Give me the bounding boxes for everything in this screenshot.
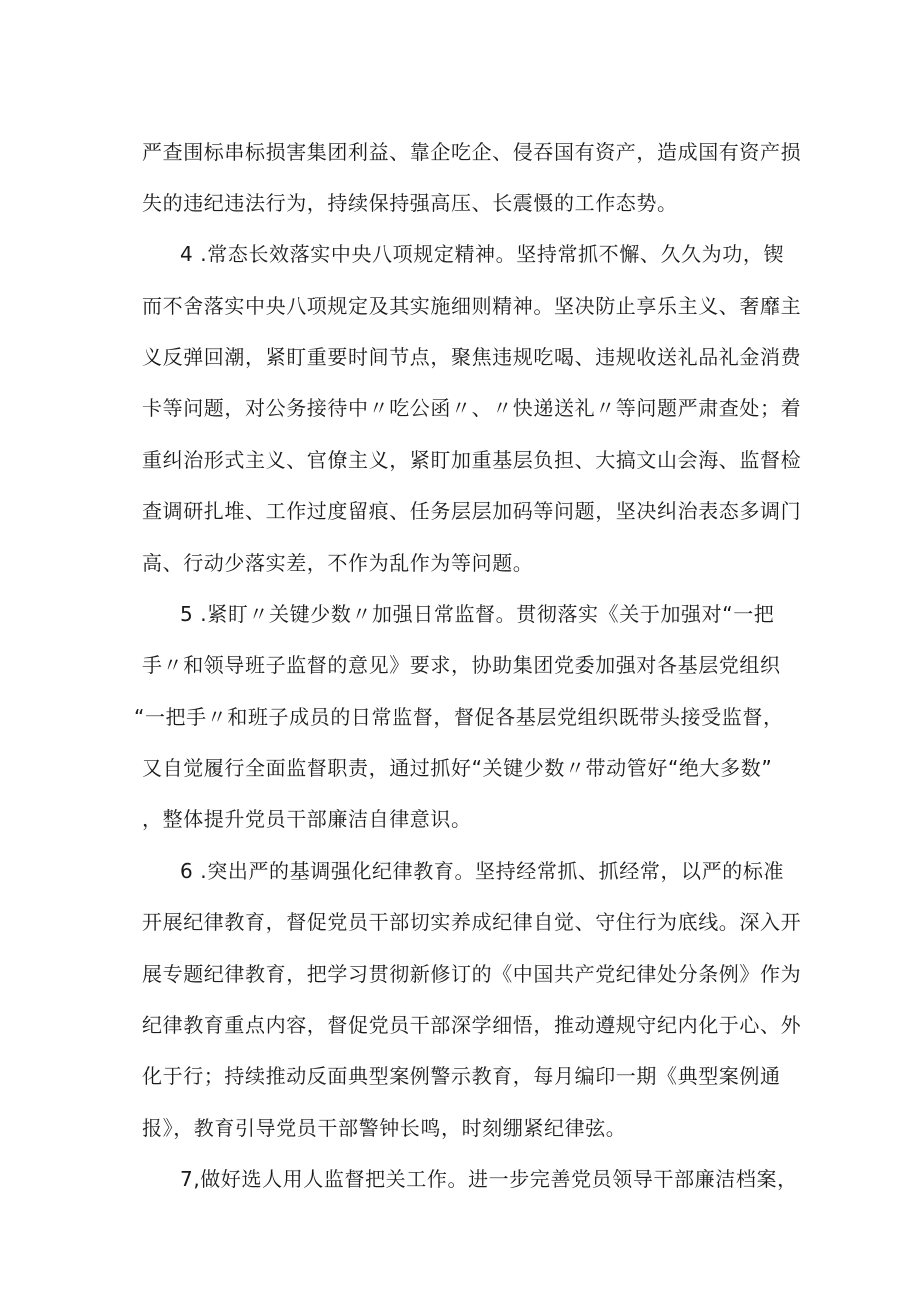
- text-line: 又自觉履行全面监督职责，通过抓好“关键少数〃带动管好“绝大多数”: [142, 756, 773, 780]
- text-line: 手〃和领导班子监督的意见》要求，协助集团党委加强对各基层党组织: [142, 653, 781, 677]
- text-line: 报》，教育引导党员干部警钟长鸣，时刻绷紧纪律弦。: [142, 1116, 627, 1140]
- text-line: 卡等问题，对公务接待中〃吃公函〃、〃快递送礼〃等问题严肃查处；着: [142, 396, 802, 420]
- text-line: 严查围标串标损害集团利益、靠企吃企、侵吞国有资产，造成国有资产损: [142, 140, 802, 164]
- text-line: 查调研扎堆、工作过度留痕、任务层层加码等问题，坚决纠治表态多调门: [142, 499, 802, 523]
- text-line: 失的违纪违法行为，持续保持强高压、长震慑的工作态势。: [142, 191, 678, 215]
- text-line: 高、行动少落实差，不作为乱作为等问题。: [142, 551, 534, 575]
- text-line: 纪律教育重点内容，督促党员干部深学细悟，推动遵规守纪内化于心、外: [142, 1013, 802, 1037]
- paragraph-7-start: 7,做好选人用人监督把关工作。进一步完善党员领导干部廉洁档案，: [180, 1167, 798, 1191]
- paragraph-4-start: 4 .常态长效落实中央八项规定精神。坚持常抓不懈、久久为功，锲: [180, 242, 785, 266]
- paragraph-5-start: 5 .紧盯〃关键少数〃加强日常监督。贯彻落实《关于加强对“一把: [180, 602, 775, 626]
- text-line: ，整体提升党员干部廉洁自律意识。: [142, 807, 472, 831]
- text-line: 化于行；持续推动反面典型案例警示教育，每月编印一期《典型案例通: [142, 1064, 781, 1088]
- text-line: 开展纪律教育，督促党员干部切实养成纪律自觉、守住行为底线。深入开: [142, 910, 802, 934]
- text-line: 义反弹回潮，紧盯重要时间节点，聚焦违规吃喝、违规收送礼品礼金消费: [142, 345, 802, 369]
- text-line: 展专题纪律教育，把学习贯彻新修订的《中国共产党纪律处分条例》作为: [142, 962, 802, 986]
- paragraph-6-start: 6 .突出严的基调强化纪律教育。坚持经常抓、抓经常，以严的标准: [180, 859, 785, 883]
- text-line: “一把手〃和班子成员的日常监督，督促各基层党组织既带头接受监督，: [134, 705, 784, 729]
- text-line: 重纠治形式主义、官僚主义，紧盯加重基层负担、大搞文山会海、监督检: [142, 448, 802, 472]
- text-line: 而不舍落实中央八项规定及其实施细则精神。坚决防止享乐主义、奢靡主: [142, 294, 802, 318]
